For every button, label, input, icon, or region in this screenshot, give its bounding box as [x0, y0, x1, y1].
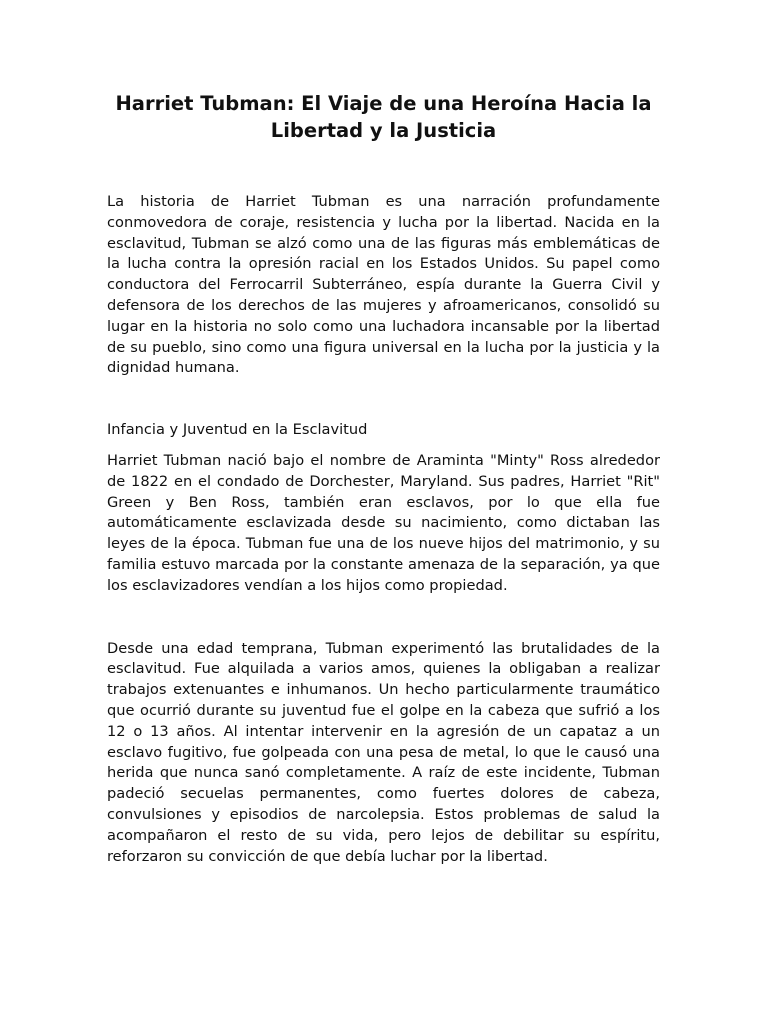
document-page [107, 90, 660, 867]
section-heading: Infancia y Juventud en la Esclavitud [107, 421, 368, 439]
body-paragraph: Harriet Tubman nació bajo el nombre de Araminta "Minty" Ross alrededor de 1822 en el condado de Dorchester, Maryland. Sus padres, Harriet "Rit" Green y Ben Ross, también eran esclavos, por lo que ella fue automáticamente esclavizada desde su nacimiento, como dictaban las leyes de la época. Tubman fue una de los nueve hijos del matrimonio, y su familia estuvo marcada por la constante amenaza de la separación, ya que los esclavizadores vendían a los hijos como propiedad. [107, 451, 660, 594]
intro-paragraph: La historia de Harriet Tubman es una narración profundamente conmovedora de coraje, resistencia y lucha por la libertad. Nacida en la esclavitud, Tubman se alzó como una de las figuras más emblemáticas de la lucha contra la opresión racial en los Estados Unidos. Su papel como conductora del Ferrocarril Subterráneo, espía durante la Guerra Civil y defensora de los derechos de las mujeres y afroamericanos, consolidó su lugar en la historia no solo como una luchadora incansable por la libertad de su pueblo, sino como una figura universal en la lucha por la justicia y la dignidad humana. [107, 193, 660, 377]
document-title: Harriet Tubman: El Viaje de una Heroína Hacia la Libertad y la Justicia [115, 92, 652, 142]
body-paragraph: Desde una edad temprana, Tubman experimentó las brutalidades de la esclavitud. Fue alquilada a varios amos, quienes la obligaban a realizar trabajos extenuantes e inhumanos. Un hecho particularmente traumático que ocurrió durante su juventud fue el golpe en la cabeza que sufrió a los 12 o 13 años. Al intentar intervenir en la agresión de un capataz a un esclavo fugitivo, fue golpeada con una pesa de metal, lo que le causó una herida que nunca sanó completamente. A raíz de este incidente, Tubman padeció secuelas permanentes, como fuertes dolores de cabeza, convulsiones y episodios de narcolepsia. Estos problemas de salud la acompañaron el resto de su vida, pero lejos de debilitar su espíritu, reforzaron su convicción de que debía luchar por la libertad. [107, 639, 660, 865]
document-body [107, 192, 660, 867]
